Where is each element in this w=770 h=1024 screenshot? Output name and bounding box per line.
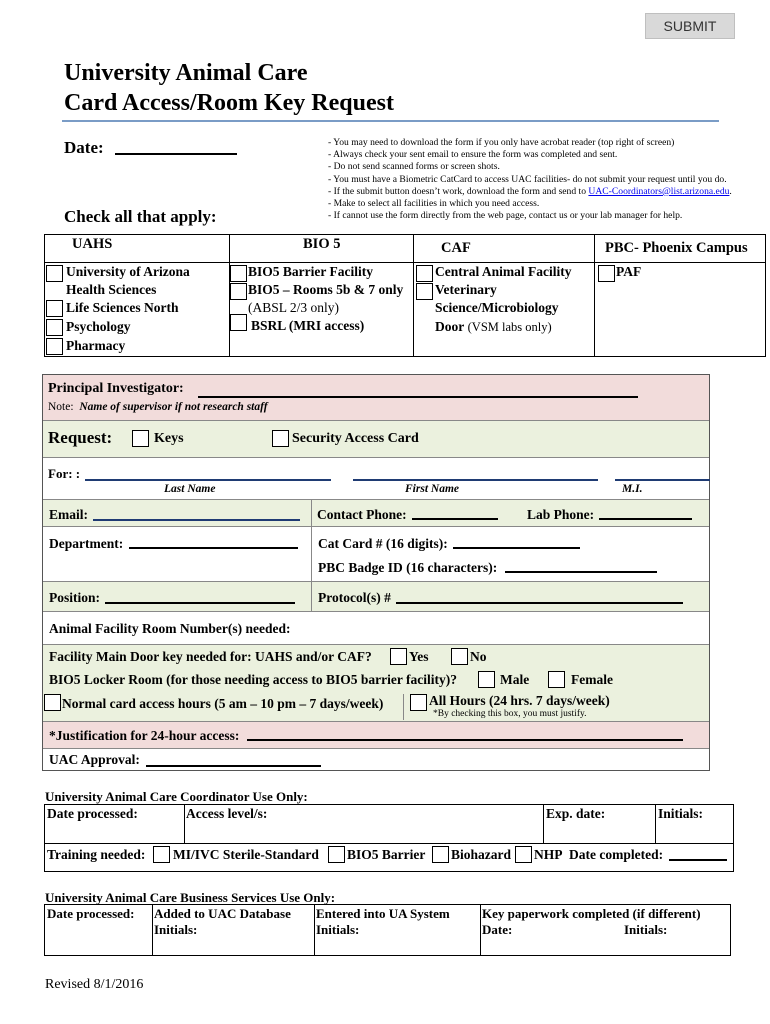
coord-date-processed: Date processed: (47, 806, 138, 821)
pi-note-text: Name of supervisor if not research staff (79, 401, 268, 413)
justification-label: *Justification for 24-hour access: (49, 728, 240, 743)
note-7: - If cannot use the form directly from the web page, contact us or your lab manager for help. (328, 210, 683, 222)
biz-key-date: Date: (482, 922, 513, 937)
uahs-psych-checkbox[interactable] (46, 319, 63, 336)
bio5-option-barrier: BIO5 Barrier Facility (248, 264, 373, 279)
biohazard-label: Biohazard (451, 847, 512, 862)
revised-date: Revised 8/1/2016 (45, 977, 144, 992)
biz-added-initials: Initials: (154, 922, 198, 937)
biz-date-processed: Date processed: (47, 906, 135, 921)
main-door-label: Facility Main Door key needed for: UAHS and/or CAF? (49, 649, 372, 664)
note-5-suffix: . (729, 185, 732, 197)
header-uahs: UAHS (72, 236, 113, 252)
mi-caption: M.I. (622, 483, 643, 495)
biz-key-paperwork: Key paperwork completed (if different) (482, 906, 701, 921)
justification-field[interactable] (247, 739, 683, 741)
bio5-barrier-training-label: BIO5 Barrier (347, 847, 426, 862)
nhp-checkbox[interactable] (515, 846, 532, 863)
training-label: Training needed: (47, 847, 146, 862)
contact-phone-field[interactable] (412, 518, 498, 520)
main-door-no-checkbox[interactable] (451, 648, 468, 665)
uahs-option-psych: Psychology (66, 319, 131, 334)
normal-hours-label: Normal card access hours (5 am – 10 pm – 7 days/week) (62, 696, 384, 711)
nhp-label: NHP (534, 847, 563, 862)
date-completed-field[interactable] (669, 859, 727, 861)
bio5-rooms-checkbox[interactable] (230, 283, 247, 300)
caf-central-checkbox[interactable] (416, 265, 433, 282)
all-hours-checkbox[interactable] (410, 694, 427, 711)
uahs-option-ua: University of Arizona (66, 264, 190, 279)
date-completed-label: Date completed: (569, 847, 664, 862)
bio5-barrier-checkbox[interactable] (230, 265, 247, 282)
coordinator-title: University Animal Care Coordinator Use Only: (45, 789, 308, 804)
mi-ivc-label: MI/IVC Sterile-Standard (173, 847, 319, 862)
uahs-option-ua-2: Health Sciences (66, 282, 157, 297)
pi-field[interactable] (198, 396, 638, 398)
department-field[interactable] (129, 547, 298, 549)
pi-note (48, 401, 268, 413)
date-field[interactable] (115, 153, 237, 155)
for-label: For: : (48, 466, 81, 481)
locker-male-label: Male (500, 672, 530, 687)
uahs-option-pharm: Pharmacy (66, 338, 126, 353)
catcard-label: Cat Card # (16 digits): (318, 536, 448, 551)
title-line-1: University Animal Care (64, 60, 308, 86)
uahs-option-lsn: Life Sciences North (66, 300, 179, 315)
bio5-option-bsrl: BSRL (MRI access) (251, 318, 365, 333)
last-name-field[interactable] (85, 479, 331, 481)
note-3: - Do not send scanned forms or screen shots. (328, 161, 500, 173)
uahs-lsn-checkbox[interactable] (46, 300, 63, 317)
check-all-label: Check all that apply: (64, 207, 217, 226)
pi-label: Principal Investigator: (48, 381, 184, 396)
email-link[interactable]: UAC-Coordinators@list.arizona.edu (588, 185, 730, 197)
request-label: Request: (48, 428, 113, 447)
email-label: Email: (49, 507, 88, 522)
keys-checkbox[interactable] (132, 430, 149, 447)
all-hours-label: All Hours (24 hrs. 7 days/week) (429, 693, 610, 708)
uahs-pharm-checkbox[interactable] (46, 338, 63, 355)
mi-field[interactable] (615, 479, 710, 481)
main-door-yes-label: Yes (409, 649, 429, 664)
locker-female-checkbox[interactable] (548, 671, 565, 688)
note-1: - You may need to download the form if you only have acrobat reader (top right of screen) (328, 137, 675, 148)
security-card-label: Security Access Card (292, 431, 419, 446)
security-card-checkbox[interactable] (272, 430, 289, 447)
title-line-2: Card Access/Room Key Request (64, 90, 394, 116)
biz-entered-initials: Initials: (316, 922, 360, 937)
coord-initials: Initials: (658, 806, 704, 821)
pbc-option-paf: PAF (616, 264, 642, 279)
bio5-option-absl: (ABSL 2/3 only) (248, 300, 339, 315)
note-5 (328, 186, 758, 198)
room-numbers-label: Animal Facility Room Number(s) needed: (49, 621, 291, 636)
bsrl-checkbox[interactable] (230, 314, 247, 331)
first-name-field[interactable] (353, 479, 598, 481)
business-title: University Animal Care Business Services Use Only: (45, 890, 336, 905)
position-label: Position: (49, 590, 101, 605)
department-label: Department: (49, 536, 124, 551)
locker-label: BIO5 Locker Room (for those needing access to BIO5 barrier facility)? (49, 672, 457, 687)
note-2: - Always check your sent email to ensure the form was completed and sent. (328, 149, 618, 161)
position-field[interactable] (105, 602, 295, 604)
lab-phone-label: Lab Phone: (527, 507, 595, 522)
lab-phone-field[interactable] (599, 518, 692, 520)
email-field[interactable] (93, 519, 300, 521)
caf-option-door (435, 319, 552, 335)
header-caf: CAF (441, 240, 471, 256)
caf-option-vet: Veterinary (435, 282, 497, 297)
last-name-caption: Last Name (164, 483, 216, 495)
approval-label: UAC Approval: (49, 752, 140, 767)
header-pbc: PBC- Phoenix Campus (605, 240, 748, 256)
instructions (328, 137, 758, 222)
note-4: - You must have a Biometric CatCard to access UAC facilities- do not submit your request until you do. (328, 173, 727, 185)
date-label: Date: (64, 138, 104, 157)
keys-label: Keys (154, 431, 184, 446)
locker-female-label: Female (571, 672, 613, 687)
submit-button[interactable]: SUBMIT (645, 13, 735, 39)
first-name-caption: First Name (405, 483, 459, 495)
caf-door-label: Door (435, 319, 465, 334)
coord-access-levels: Access level/s: (186, 806, 268, 821)
locker-male-checkbox[interactable] (478, 671, 495, 688)
form-title (64, 58, 394, 118)
pbc-badge-label: PBC Badge ID (16 characters): (318, 560, 498, 575)
biz-added: Added to UAC Database (154, 906, 291, 921)
bio5-barrier-training-checkbox[interactable] (328, 846, 345, 863)
protocol-label: Protocol(s) # (318, 590, 391, 605)
note-5-prefix: - If the submit button doesn’t work, download the form and send to (328, 185, 589, 197)
biohazard-checkbox[interactable] (432, 846, 449, 863)
caf-option-vet-2: Science/Microbiology (435, 300, 559, 315)
hours-divider (403, 694, 404, 720)
approval-field[interactable] (146, 765, 321, 767)
caf-option-central: Central Animal Facility (435, 264, 572, 279)
bio5-option-rooms: BIO5 – Rooms 5b & 7 only (248, 282, 404, 297)
pbc-badge-field[interactable] (505, 571, 657, 573)
note-6: - Make to select all facilities in which you need access. (328, 198, 540, 210)
biz-key-initials: Initials: (624, 922, 668, 937)
biz-entered: Entered into UA System (316, 906, 450, 921)
caf-vet-checkbox[interactable] (416, 283, 433, 300)
main-door-yes-checkbox[interactable] (390, 648, 407, 665)
all-hours-note: *By checking this box, you must justify. (433, 709, 587, 719)
contact-phone-label: Contact Phone: (317, 507, 407, 522)
caf-door-note: (VSM labs only) (467, 320, 552, 334)
title-rule (62, 120, 719, 122)
catcard-field[interactable] (453, 547, 580, 549)
protocol-field[interactable] (396, 602, 683, 604)
mi-ivc-checkbox[interactable] (153, 846, 170, 863)
paf-checkbox[interactable] (598, 265, 615, 282)
pi-note-prefix: Note: (48, 401, 74, 413)
header-bio5: BIO 5 (303, 236, 341, 252)
main-door-no-label: No (470, 649, 487, 664)
coord-exp-date: Exp. date: (546, 806, 606, 821)
uahs-ua-checkbox[interactable] (46, 265, 63, 282)
normal-hours-checkbox[interactable] (44, 694, 61, 711)
